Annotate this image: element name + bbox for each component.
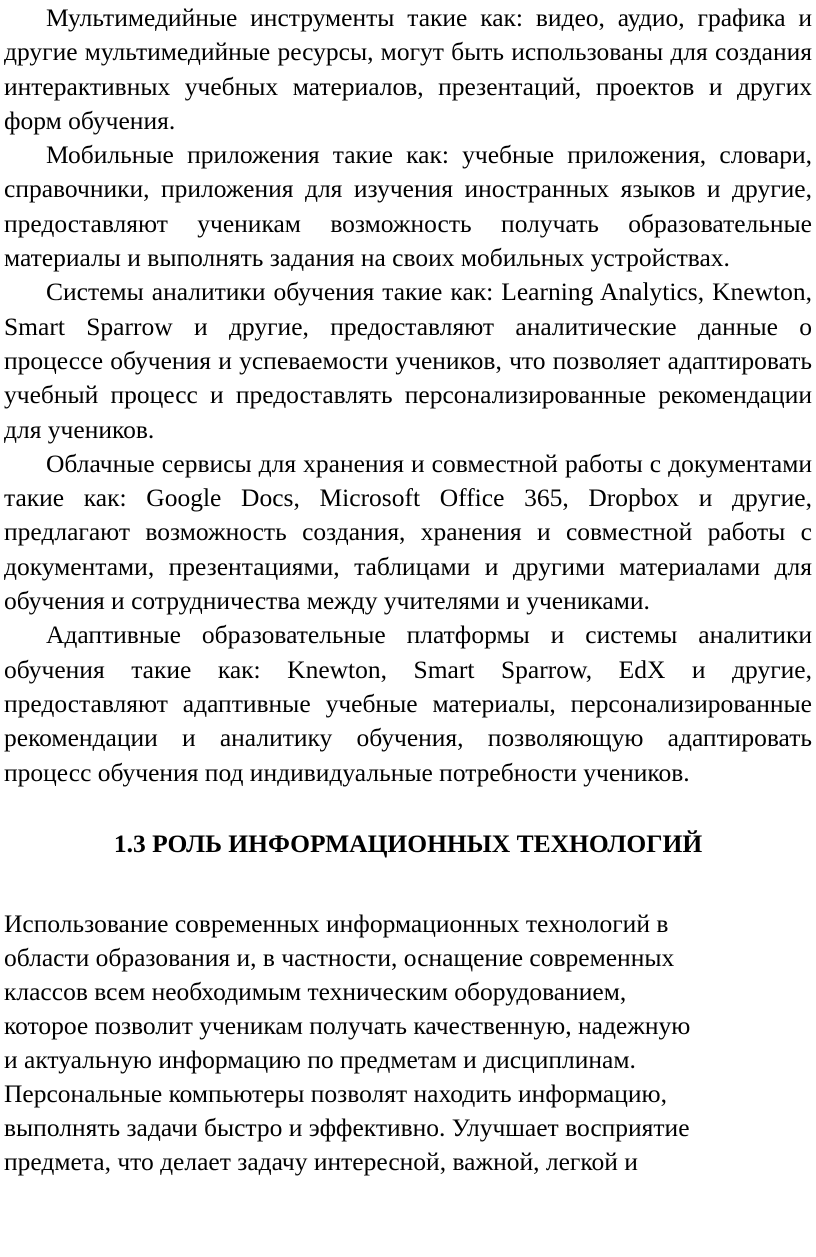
paragraph-mobile-apps: Мобильные приложения такие как: учебные приложения, словари, справочники, приложения для изучения иностранных языков и другие, предоставляют ученикам возможность получать образовательные материалы и выполнять задания на своих мобильных устройствах. — [4, 140, 812, 273]
section-body-text: Использование современных информационных технологий в области образования и, в частности, оснащение современных классов всем необходимым техническим оборудованием, которое позволит ученикам получать качественную, надежную и актуальную информацию по предметам и дисциплинам. Персональные компьютеры позволят находить информацию, выполнять задачи быстро и эффективно. Улучшает восприятие предмета, что делает задачу интересной, важной, легкой и — [4, 908, 691, 1176]
paragraph-cloud-services: Облачные сервисы для хранения и совместной работы с документами такие как: Google Docs, Microsoft Office 365, Dropbox и другие, предлагают возможность создания, хранения и совместной работы с документами, презентациями, таблицами и другими материалами для обучения и сотрудничества между учителями и учениками. — [4, 448, 812, 616]
section-heading: 1.3 РОЛЬ ИНФОРМАЦИОННЫХ ТЕХНОЛОГИЙ — [113, 828, 703, 858]
paragraph-adaptive-platforms: Адаптивные образовательные платформы и системы аналитики обучения такие как: Knewton, Smart Sparrow, EdX и другие, предоставляют адаптивные учебные материалы, персонализированные рекомендации и аналитику обучения, позволяющую адаптировать процесс обучения под индивидуальные потребности учеников. — [4, 620, 812, 787]
paragraph-learning-analytics: Системы аналитики обучения такие как: Learning Analytics, Knewton, Smart Sparrow и другие, предоставляют аналитические данные о процессе обучения и успеваемости учеников, что позволяет адаптировать учебный процесс и предоставлять персонализированные рекомендации для учеников. — [4, 277, 812, 444]
paragraph-multimedia: Мультимедийные инструменты такие как: видео, аудио, графика и другие мультимедийные ресурсы, могут быть использованы для создания интерактивных учебных материалов, презентаций, проектов и других форм обучения. — [4, 3, 812, 135]
